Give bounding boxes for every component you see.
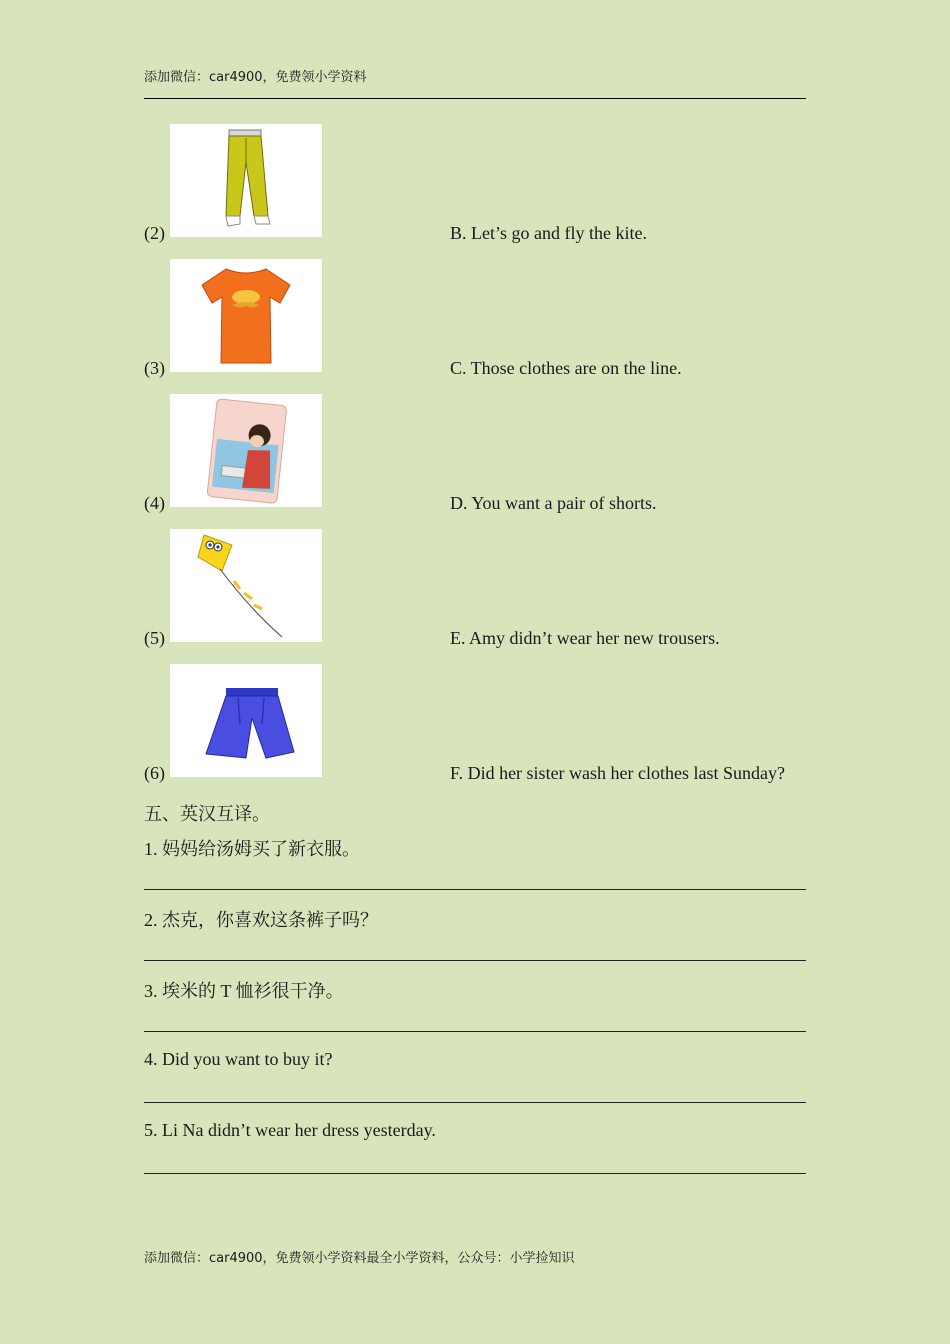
matching-row-4 — [144, 394, 824, 514]
shorts-icon — [170, 664, 322, 777]
header-divider — [144, 98, 806, 99]
section-title: 五、英汉互译。 — [144, 804, 270, 824]
trousers-icon — [170, 124, 322, 237]
girl-washing-picture — [170, 394, 322, 507]
page-footer: 添加微信：car4900，免费领小学资料最全小学资料，公众号：小学捡知识 — [144, 1251, 575, 1266]
question-2: 2. 杰克，你喜欢这条裤子吗？ — [144, 910, 378, 930]
match-sentence: E. Amy didn’t wear her new trousers. — [450, 628, 720, 648]
answer-line-2[interactable] — [144, 960, 806, 961]
item-number: (2) — [144, 223, 165, 243]
girl-washing-icon — [170, 394, 322, 507]
match-sentence: F. Did her sister wash her clothes last Sunday? — [450, 763, 785, 783]
item-number: (5) — [144, 628, 165, 648]
match-sentence: C. Those clothes are on the line. — [450, 358, 682, 378]
match-sentence: B. Let’s go and fly the kite. — [450, 223, 647, 243]
question-1: 1. 妈妈给汤姆买了新衣服。 — [144, 839, 360, 859]
kite-icon — [170, 529, 322, 642]
page-header: 添加微信：car4900，免费领小学资料 — [144, 70, 367, 85]
item-number: (3) — [144, 358, 165, 378]
item-number: (6) — [144, 763, 165, 783]
question-5: 5. Li Na didn’t wear her dress yesterday. — [144, 1120, 436, 1140]
answer-line-1[interactable] — [144, 889, 806, 890]
t-shirt-icon — [170, 259, 322, 372]
matching-row-3 — [144, 259, 824, 379]
match-sentence: D. You want a pair of shorts. — [450, 493, 657, 513]
trousers-picture — [170, 124, 322, 237]
kite-picture — [170, 529, 322, 642]
question-4: 4. Did you want to buy it? — [144, 1049, 333, 1069]
shorts-picture — [170, 664, 322, 777]
matching-row-5 — [144, 529, 824, 649]
item-number: (4) — [144, 493, 165, 513]
question-3: 3. 埃米的 T 恤衫很干净。 — [144, 981, 344, 1001]
matching-row-6 — [144, 664, 824, 784]
answer-line-4[interactable] — [144, 1102, 806, 1103]
answer-line-3[interactable] — [144, 1031, 806, 1032]
matching-row-2 — [144, 124, 824, 244]
t-shirt-picture — [170, 259, 322, 372]
answer-line-5[interactable] — [144, 1173, 806, 1174]
